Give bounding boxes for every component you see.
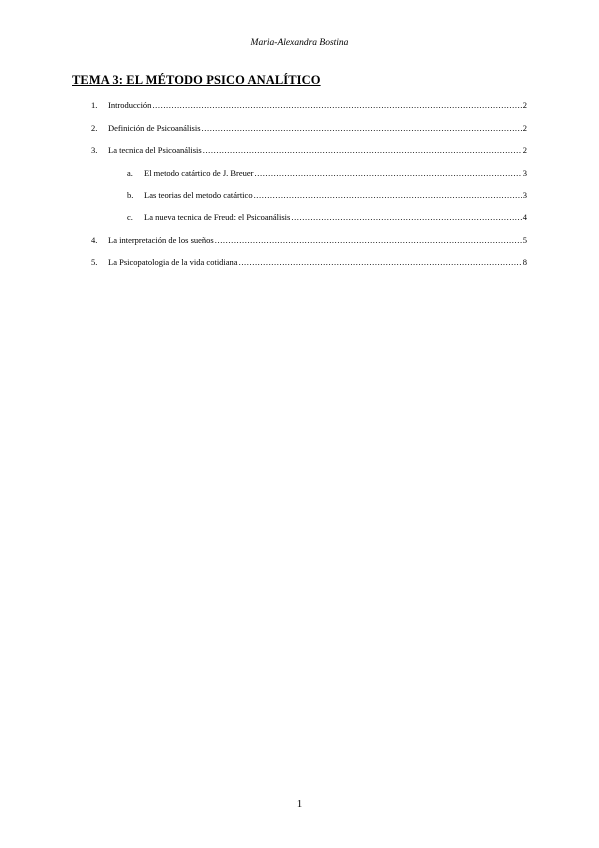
toc-entry-label: La tecnica del Psicoanálisis <box>108 145 202 155</box>
toc-entry-page: 8 <box>522 257 527 267</box>
toc-entry[interactable] <box>91 235 527 245</box>
page-number: 1 <box>296 798 303 810</box>
toc-entry-label: La interpretación de los sueños <box>108 235 214 245</box>
toc-entry-page: 4 <box>522 212 527 222</box>
toc-leader-dots <box>254 190 522 200</box>
toc-subentry[interactable] <box>127 168 527 178</box>
toc-entry[interactable] <box>91 145 527 155</box>
page-title: TEMA 3: EL MÉTODO PSICO ANALÍTICO <box>72 73 321 87</box>
header-author: Maria-Alexandra Bostina <box>250 38 349 48</box>
toc-entry-number: 3. <box>91 145 98 155</box>
toc-entry-label: Introducción <box>108 100 152 110</box>
toc-entry[interactable] <box>91 123 527 133</box>
toc-leader-dots <box>202 123 522 133</box>
toc-entry-number: a. <box>127 168 133 178</box>
toc-entry-page: 5 <box>522 235 527 245</box>
toc-subentry[interactable] <box>127 190 527 200</box>
toc-entry-page: 3 <box>522 190 527 200</box>
toc-entry-page: 2 <box>522 145 527 155</box>
toc-entry-number: 5. <box>91 257 98 267</box>
toc-leader-dots <box>203 145 522 155</box>
toc-entry-number: b. <box>127 190 134 200</box>
toc-entry[interactable] <box>91 257 527 267</box>
toc-leader-dots <box>215 235 522 245</box>
toc-entry-label: La Psicopatologia de la vida cotidiana <box>108 257 238 267</box>
toc-leader-dots <box>152 100 521 110</box>
toc-entry-label: El metodo catártico de J. Breuer <box>144 168 254 178</box>
toc-entry-label: Las teorias del metodo catártico <box>144 190 253 200</box>
toc-entry-number: 1. <box>91 100 98 110</box>
toc-entry-number: c. <box>127 212 133 222</box>
toc-entry-number: 4. <box>91 235 98 245</box>
toc-entry-page: 2 <box>522 123 527 133</box>
toc-entry[interactable] <box>91 100 527 110</box>
toc-entry-number: 2. <box>91 123 98 133</box>
toc-leader-dots <box>239 257 522 267</box>
toc-entry-page: 2 <box>522 100 527 110</box>
toc-entry-label: La nueva tecnica de Freud: el Psicoanálisis <box>144 212 291 222</box>
toc-leader-dots <box>291 212 521 222</box>
toc-subentry[interactable] <box>127 212 527 222</box>
toc-entry-page: 3 <box>522 168 527 178</box>
toc-entry-label: Definición de Psicoanálisis <box>108 123 201 133</box>
toc-leader-dots <box>255 168 522 178</box>
